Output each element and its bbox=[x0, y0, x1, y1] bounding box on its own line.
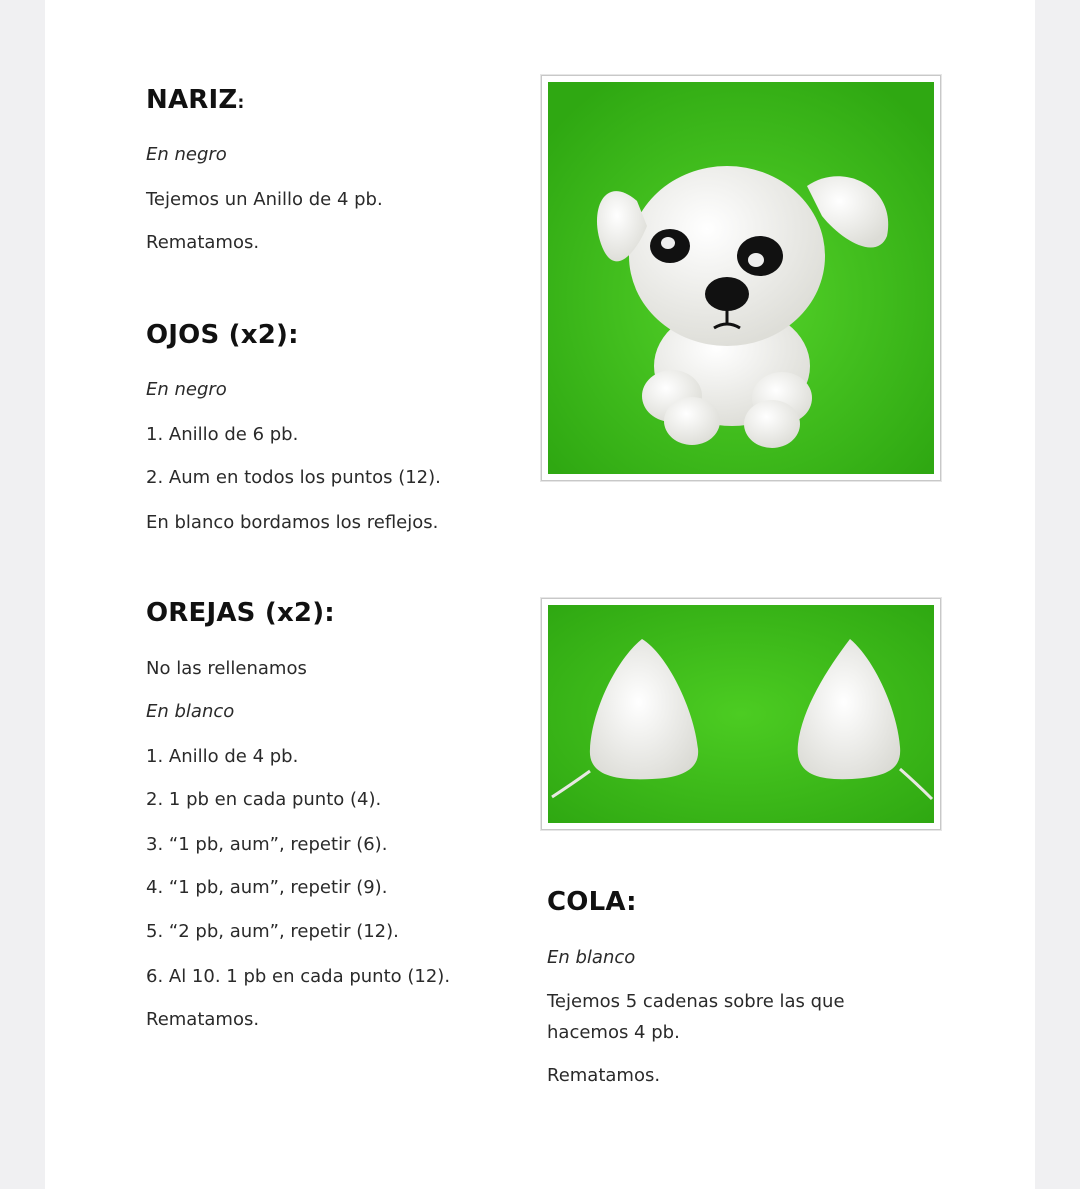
nariz-finish: Rematamos. bbox=[146, 232, 260, 253]
ojos-heading: OJOS (x2): bbox=[146, 320, 299, 350]
cola-step-line-1: Tejemos 5 cadenas sobre las que bbox=[547, 991, 845, 1012]
ojos-step-2: 2. Aum en todos los puntos (12). bbox=[146, 467, 441, 488]
ojos-note: En blanco bordamos los reflejos. bbox=[146, 512, 439, 533]
orejas-finish: Rematamos. bbox=[146, 1009, 260, 1030]
orejas-step-2: 2. 1 pb en cada punto (4). bbox=[146, 789, 382, 810]
orejas-step-1: 1. Anillo de 4 pb. bbox=[146, 746, 299, 767]
ears-photo bbox=[541, 598, 941, 830]
cola-finish: Rematamos. bbox=[547, 1065, 661, 1086]
cola-color: En blanco bbox=[547, 947, 636, 968]
orejas-note: No las rellenamos bbox=[146, 658, 307, 679]
nariz-heading: NARIZ: bbox=[146, 85, 245, 115]
orejas-step-5: 5. “2 pb, aum”, repetir (12). bbox=[146, 921, 399, 942]
nariz-color: En negro bbox=[146, 144, 227, 165]
orejas-step-3: 3. “1 pb, aum”, repetir (6). bbox=[146, 834, 388, 855]
orejas-color: En blanco bbox=[146, 701, 235, 722]
ojos-color: En negro bbox=[146, 379, 227, 400]
cola-heading: COLA: bbox=[547, 887, 637, 917]
nariz-step: Tejemos un Anillo de 4 pb. bbox=[146, 189, 383, 210]
orejas-heading: OREJAS (x2): bbox=[146, 598, 335, 628]
orejas-step-4: 4. “1 pb, aum”, repetir (9). bbox=[146, 877, 388, 898]
document-page bbox=[45, 0, 1035, 1189]
puppy-photo bbox=[541, 75, 941, 481]
orejas-step-6: 6. Al 10. 1 pb en cada punto (12). bbox=[146, 966, 451, 987]
ojos-step-1: 1. Anillo de 6 pb. bbox=[146, 424, 299, 445]
cola-step-line-2: hacemos 4 pb. bbox=[547, 1022, 680, 1043]
